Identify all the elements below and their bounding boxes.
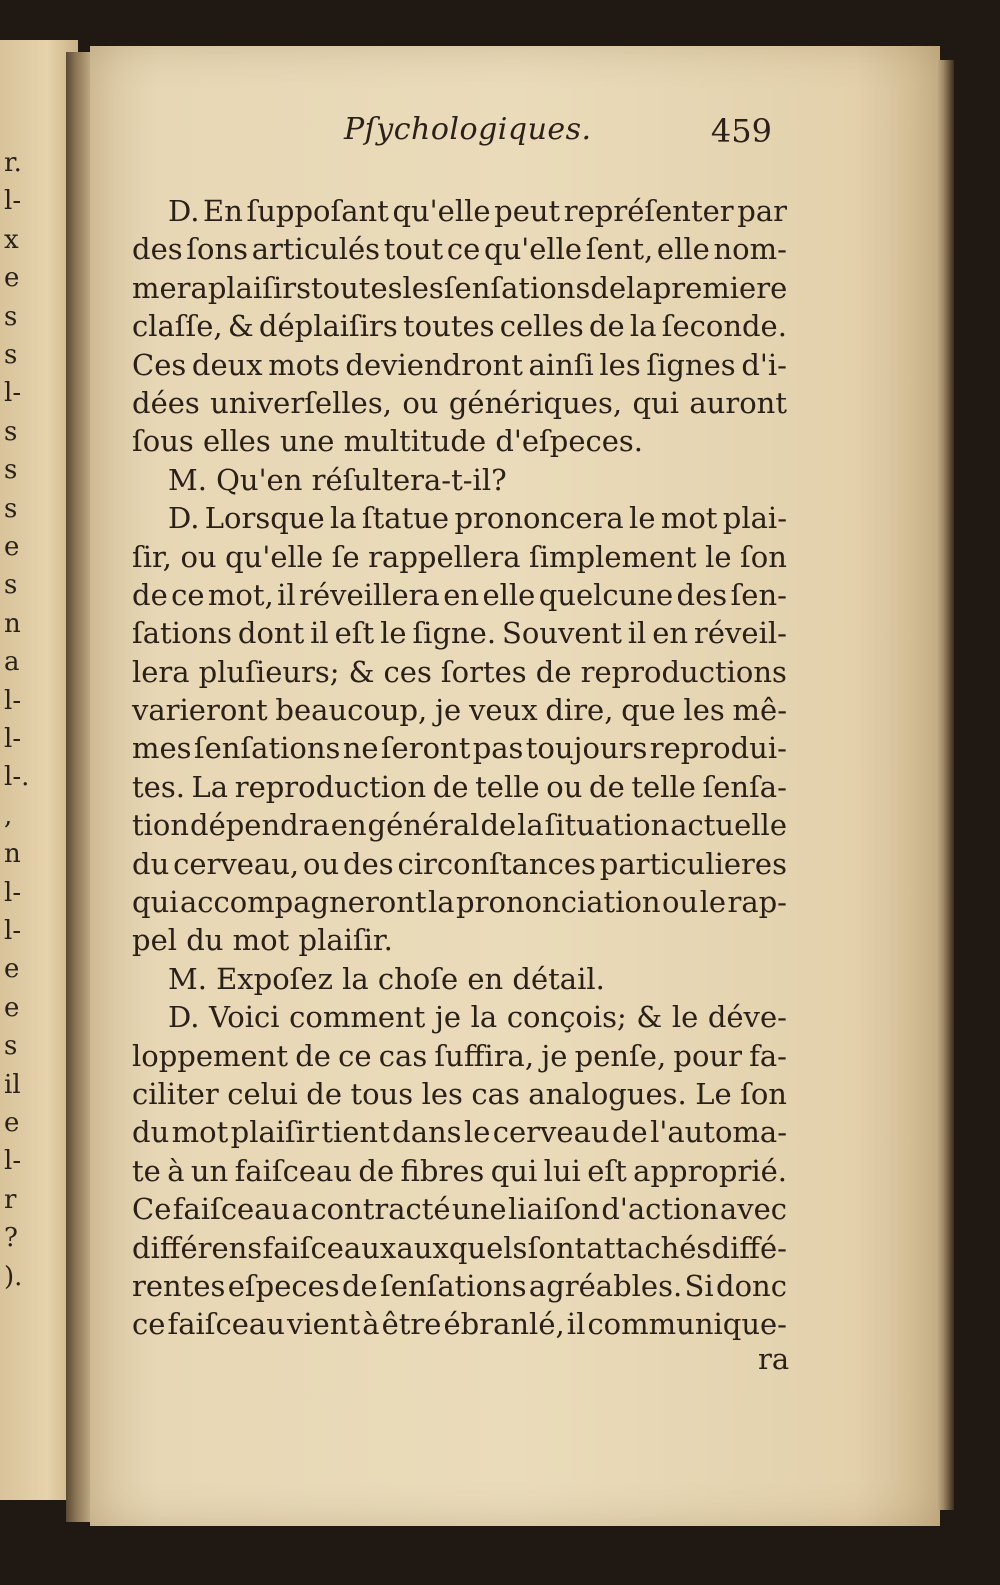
left-page-fragment: l-: [4, 916, 22, 946]
left-page-fragment: n: [4, 839, 21, 870]
left-page-fragment: l-: [4, 378, 22, 409]
left-page-fragment: s: [4, 340, 18, 370]
text-line: M. Expoſez la choſe en détail.: [168, 961, 605, 996]
left-page-fragment: s: [4, 416, 18, 447]
left-page-fragment: s: [4, 493, 18, 524]
left-page-fragment: s: [4, 455, 18, 486]
text-line: varieront beaucoup, je veux dire, que les mê-: [132, 693, 787, 728]
text-line: ſir, ou qu'elle ſe rappellera ſimplement le ſon: [132, 539, 787, 574]
text-line: du mot plaiſir tient dans le cerveau de l'automa-: [132, 1115, 787, 1150]
page-edge: [936, 60, 954, 1510]
text-line: tes. La reproduction de telle ou de telle ſenſa-: [132, 769, 787, 804]
text-line: te à un faiſceau de fibres qui lui eſt approprié.: [132, 1153, 787, 1188]
left-page-fragment: l-: [4, 724, 22, 754]
left-page-fragment: e: [4, 954, 20, 985]
body-text: [132, 192, 787, 1344]
text-line: D. Voici comment je la conçois; & le déve-: [168, 1000, 787, 1035]
text-line: dées univerſelles, ou génériques, qui auront: [132, 385, 787, 420]
text-line: rentes eſpeces de ſenſations agréables. Si donc: [132, 1268, 787, 1303]
text-line: Ces deux mots deviendront ainſi les ſignes d'i-: [132, 347, 787, 382]
left-page-fragment: n: [4, 608, 21, 639]
left-page-fragment: e: [4, 532, 20, 562]
text-line: claſſe, & déplaiſirs toutes celles de la ſeconde.: [132, 309, 787, 344]
text-line: M. Qu'en réſultera-t-il?: [168, 462, 507, 497]
text-line: ſations dont il eſt le ſigne. Souvent il en réveil-: [132, 616, 787, 651]
text-line: tion dépendra en général de la ſituation actuelle: [132, 808, 787, 843]
left-page-fragment: l-: [4, 685, 22, 716]
catchword: ra: [758, 1342, 790, 1376]
page-header: [340, 108, 780, 158]
text-line: de ce mot, il réveillera en elle quelcune des ſen-: [132, 577, 787, 612]
text-line: D. En ſuppoſant qu'elle peut repréſenter par: [168, 194, 787, 228]
left-page-fragment: l-: [4, 877, 22, 908]
left-page-fragment: x: [4, 224, 19, 255]
left-page-fragment: e: [4, 992, 20, 1023]
page-number: 459: [710, 112, 772, 150]
left-page-fragment: s: [4, 570, 18, 601]
text-line: ſous elles une multitude d'eſpeces.: [132, 424, 643, 459]
left-page-fragment: il: [4, 1069, 21, 1100]
left-page-fragment: r: [4, 1184, 17, 1215]
left-page-fragment: s: [4, 1031, 18, 1062]
text-line: mes ſenſations ne ſeront pas toujours reprodui-: [132, 731, 787, 766]
text-line: ciliter celui de tous les cas analogues. Le ſon: [132, 1076, 787, 1111]
text-line: mera plaiſirs toutes les ſenſations de la premiere: [132, 270, 788, 305]
left-page-fragment: a: [4, 647, 20, 678]
text-line: pel du mot plaiſir.: [132, 923, 393, 958]
text-line: différens faiſceaux auxquels ſont attachés diffé-: [132, 1230, 787, 1265]
text-line: loppement de ce cas ſuffira, je penſe, pour fa-: [132, 1038, 787, 1073]
text-line: qui accompagneront la prononciation ou le rap-: [132, 885, 787, 920]
left-page-fragment: s: [4, 301, 18, 332]
left-page-fragment: l-: [4, 186, 22, 217]
text-line: du cerveau, ou des circonſtances particulieres: [132, 846, 787, 881]
text-line: D. Lorsque la ſtatue prononcera le mot plai-: [168, 501, 787, 536]
left-page-fragment: ).: [4, 1261, 23, 1292]
text-line: ce faiſceau vient à être ébranlé, il communique-: [132, 1307, 787, 1342]
left-page-fragment: ,: [4, 800, 13, 831]
left-page-fragment: l-: [4, 1146, 22, 1177]
running-title: Pſychologiques.: [344, 112, 592, 147]
left-page-fragment: r.: [4, 148, 22, 178]
left-page-fragment: e: [4, 263, 20, 294]
left-page-fragment: l-.: [4, 762, 30, 793]
text-line: lera pluſieurs; & ces ſortes de reproductions: [132, 654, 787, 689]
left-page-fragment: e: [4, 1108, 20, 1138]
left-page-fragment: ?: [4, 1223, 18, 1254]
text-line: des ſons articulés tout ce qu'elle ſent, elle nom-: [132, 232, 787, 267]
text-line: Ce faiſceau a contracté une liaiſon d'action avec: [132, 1192, 787, 1227]
